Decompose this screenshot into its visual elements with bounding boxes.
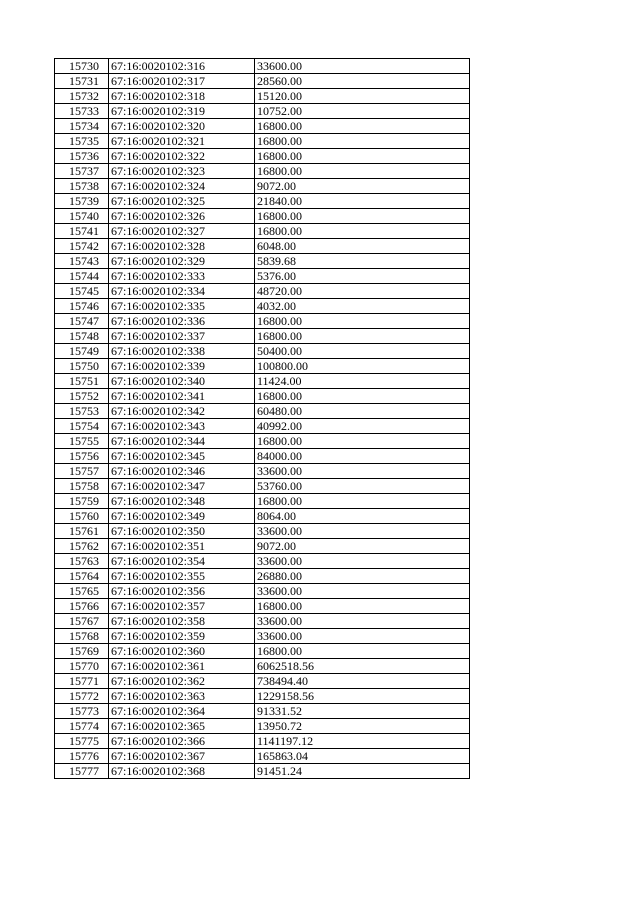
table-row [55,479,470,494]
value-cell: 15120.00 [255,89,470,104]
value-cell: 16800.00 [255,119,470,134]
value-cell: 16800.00 [255,329,470,344]
row-number-cell: 15750 [55,359,109,374]
value-cell: 50400.00 [255,344,470,359]
table-row [55,284,470,299]
table-row [55,464,470,479]
value-cell: 9072.00 [255,179,470,194]
table-row [55,404,470,419]
cadastral-number-cell: 67:16:0020102:355 [109,569,255,584]
table-row [55,599,470,614]
value-cell: 60480.00 [255,404,470,419]
cadastral-number-cell: 67:16:0020102:366 [109,734,255,749]
table-row [55,419,470,434]
row-number-cell: 15753 [55,404,109,419]
table-row [55,704,470,719]
table-row [55,629,470,644]
cadastral-number-cell: 67:16:0020102:329 [109,254,255,269]
cadastral-number-cell: 67:16:0020102:362 [109,674,255,689]
cadastral-number-cell: 67:16:0020102:350 [109,524,255,539]
cadastral-number-cell: 67:16:0020102:318 [109,89,255,104]
cadastral-number-cell: 67:16:0020102:337 [109,329,255,344]
value-cell: 5839.68 [255,254,470,269]
row-number-cell: 15739 [55,194,109,209]
table-row [55,539,470,554]
row-number-cell: 15742 [55,239,109,254]
value-cell: 16800.00 [255,644,470,659]
cadastral-number-cell: 67:16:0020102:341 [109,389,255,404]
table-body [55,59,470,779]
value-cell: 10752.00 [255,104,470,119]
value-cell: 4032.00 [255,299,470,314]
value-cell: 1229158.56 [255,689,470,704]
value-cell: 21840.00 [255,194,470,209]
value-cell: 91331.52 [255,704,470,719]
table-row [55,389,470,404]
table-row [55,494,470,509]
cadastral-number-cell: 67:16:0020102:344 [109,434,255,449]
value-cell: 33600.00 [255,584,470,599]
cadastral-number-cell: 67:16:0020102:340 [109,374,255,389]
table-row [55,734,470,749]
data-table [54,58,470,779]
row-number-cell: 15770 [55,659,109,674]
table-row [55,224,470,239]
value-cell: 16800.00 [255,434,470,449]
row-number-cell: 15751 [55,374,109,389]
row-number-cell: 15749 [55,344,109,359]
table-row [55,59,470,74]
table-row [55,524,470,539]
row-number-cell: 15736 [55,149,109,164]
row-number-cell: 15757 [55,464,109,479]
row-number-cell: 15762 [55,539,109,554]
table-row [55,179,470,194]
value-cell: 16800.00 [255,314,470,329]
row-number-cell: 15752 [55,389,109,404]
row-number-cell: 15745 [55,284,109,299]
cadastral-number-cell: 67:16:0020102:325 [109,194,255,209]
table-row [55,329,470,344]
row-number-cell: 15733 [55,104,109,119]
table-row [55,239,470,254]
table-row [55,644,470,659]
value-cell: 5376.00 [255,269,470,284]
row-number-cell: 15769 [55,644,109,659]
table-row [55,194,470,209]
cadastral-number-cell: 67:16:0020102:367 [109,749,255,764]
row-number-cell: 15774 [55,719,109,734]
table-row [55,89,470,104]
value-cell: 1141197.12 [255,734,470,749]
table-row [55,359,470,374]
cadastral-number-cell: 67:16:0020102:354 [109,554,255,569]
row-number-cell: 15771 [55,674,109,689]
value-cell: 33600.00 [255,614,470,629]
table-row [55,314,470,329]
value-cell: 9072.00 [255,539,470,554]
value-cell: 53760.00 [255,479,470,494]
value-cell: 16800.00 [255,599,470,614]
cadastral-number-cell: 67:16:0020102:364 [109,704,255,719]
value-cell: 11424.00 [255,374,470,389]
value-cell: 16800.00 [255,164,470,179]
table-row [55,764,470,779]
cadastral-number-cell: 67:16:0020102:326 [109,209,255,224]
row-number-cell: 15765 [55,584,109,599]
cadastral-number-cell: 67:16:0020102:347 [109,479,255,494]
table-row [55,254,470,269]
row-number-cell: 15735 [55,134,109,149]
row-number-cell: 15772 [55,689,109,704]
table-row [55,569,470,584]
row-number-cell: 15761 [55,524,109,539]
row-number-cell: 15740 [55,209,109,224]
row-number-cell: 15767 [55,614,109,629]
cadastral-number-cell: 67:16:0020102:343 [109,419,255,434]
table-row [55,674,470,689]
row-number-cell: 15746 [55,299,109,314]
value-cell: 33600.00 [255,464,470,479]
row-number-cell: 15756 [55,449,109,464]
cadastral-number-cell: 67:16:0020102:335 [109,299,255,314]
value-cell: 100800.00 [255,359,470,374]
table-row [55,554,470,569]
cadastral-number-cell: 67:16:0020102:348 [109,494,255,509]
value-cell: 91451.24 [255,764,470,779]
cadastral-number-cell: 67:16:0020102:322 [109,149,255,164]
cadastral-number-cell: 67:16:0020102:342 [109,404,255,419]
cadastral-number-cell: 67:16:0020102:327 [109,224,255,239]
value-cell: 40992.00 [255,419,470,434]
cadastral-number-cell: 67:16:0020102:321 [109,134,255,149]
value-cell: 16800.00 [255,209,470,224]
table-row [55,614,470,629]
row-number-cell: 15759 [55,494,109,509]
cadastral-number-cell: 67:16:0020102:333 [109,269,255,284]
cadastral-number-cell: 67:16:0020102:358 [109,614,255,629]
table-row [55,104,470,119]
row-number-cell: 15760 [55,509,109,524]
value-cell: 26880.00 [255,569,470,584]
cadastral-number-cell: 67:16:0020102:328 [109,239,255,254]
row-number-cell: 15730 [55,59,109,74]
row-number-cell: 15744 [55,269,109,284]
cadastral-number-cell: 67:16:0020102:357 [109,599,255,614]
value-cell: 165863.04 [255,749,470,764]
row-number-cell: 15743 [55,254,109,269]
row-number-cell: 15731 [55,74,109,89]
table-row [55,374,470,389]
row-number-cell: 15741 [55,224,109,239]
value-cell: 33600.00 [255,554,470,569]
row-number-cell: 15732 [55,89,109,104]
table-row [55,164,470,179]
cadastral-number-cell: 67:16:0020102:359 [109,629,255,644]
row-number-cell: 15755 [55,434,109,449]
cadastral-number-cell: 67:16:0020102:349 [109,509,255,524]
cadastral-number-cell: 67:16:0020102:320 [109,119,255,134]
value-cell: 16800.00 [255,494,470,509]
value-cell: 16800.00 [255,389,470,404]
cadastral-number-cell: 67:16:0020102:317 [109,74,255,89]
table-row [55,719,470,734]
value-cell: 28560.00 [255,74,470,89]
table-row [55,344,470,359]
value-cell: 738494.40 [255,674,470,689]
value-cell: 33600.00 [255,59,470,74]
table-row [55,509,470,524]
value-cell: 48720.00 [255,284,470,299]
table-row [55,269,470,284]
row-number-cell: 15773 [55,704,109,719]
row-number-cell: 15775 [55,734,109,749]
row-number-cell: 15748 [55,329,109,344]
cadastral-number-cell: 67:16:0020102:339 [109,359,255,374]
table-row [55,299,470,314]
cadastral-number-cell: 67:16:0020102:361 [109,659,255,674]
table-row [55,584,470,599]
row-number-cell: 15738 [55,179,109,194]
cadastral-number-cell: 67:16:0020102:319 [109,104,255,119]
cadastral-number-cell: 67:16:0020102:323 [109,164,255,179]
table-row [55,209,470,224]
cadastral-number-cell: 67:16:0020102:356 [109,584,255,599]
row-number-cell: 15737 [55,164,109,179]
value-cell: 6048.00 [255,239,470,254]
row-number-cell: 15758 [55,479,109,494]
row-number-cell: 15747 [55,314,109,329]
row-number-cell: 15764 [55,569,109,584]
cadastral-number-cell: 67:16:0020102:368 [109,764,255,779]
row-number-cell: 15777 [55,764,109,779]
cadastral-number-cell: 67:16:0020102:346 [109,464,255,479]
table-row [55,434,470,449]
value-cell: 84000.00 [255,449,470,464]
row-number-cell: 15768 [55,629,109,644]
cadastral-number-cell: 67:16:0020102:360 [109,644,255,659]
value-cell: 16800.00 [255,149,470,164]
value-cell: 33600.00 [255,524,470,539]
row-number-cell: 15754 [55,419,109,434]
row-number-cell: 15776 [55,749,109,764]
row-number-cell: 15766 [55,599,109,614]
value-cell: 16800.00 [255,224,470,239]
value-cell: 6062518.56 [255,659,470,674]
table-row [55,659,470,674]
cadastral-number-cell: 67:16:0020102:338 [109,344,255,359]
table-row [55,149,470,164]
value-cell: 16800.00 [255,134,470,149]
table-row [55,749,470,764]
table-row [55,74,470,89]
table-row [55,119,470,134]
cadastral-number-cell: 67:16:0020102:316 [109,59,255,74]
cadastral-number-cell: 67:16:0020102:324 [109,179,255,194]
value-cell: 13950.72 [255,719,470,734]
table-row [55,134,470,149]
cadastral-number-cell: 67:16:0020102:345 [109,449,255,464]
table-row [55,689,470,704]
cadastral-number-cell: 67:16:0020102:336 [109,314,255,329]
cadastral-number-cell: 67:16:0020102:363 [109,689,255,704]
value-cell: 8064.00 [255,509,470,524]
cadastral-number-cell: 67:16:0020102:365 [109,719,255,734]
value-cell: 33600.00 [255,629,470,644]
cadastral-number-cell: 67:16:0020102:351 [109,539,255,554]
table-row [55,449,470,464]
row-number-cell: 15734 [55,119,109,134]
row-number-cell: 15763 [55,554,109,569]
cadastral-number-cell: 67:16:0020102:334 [109,284,255,299]
